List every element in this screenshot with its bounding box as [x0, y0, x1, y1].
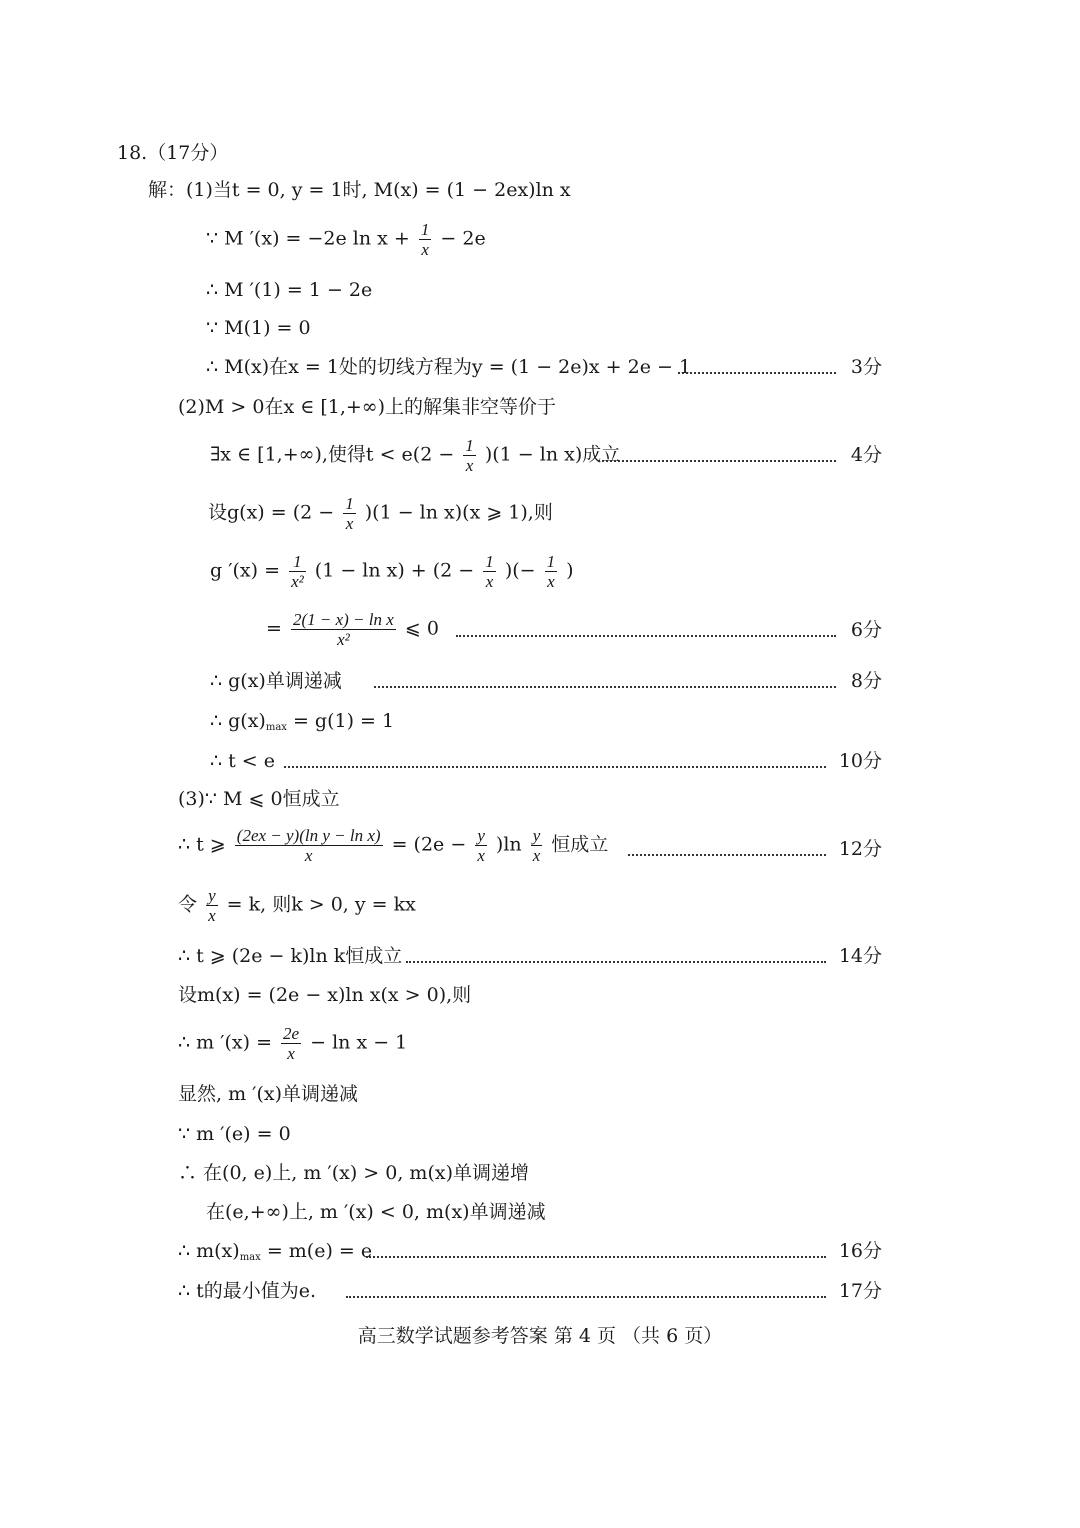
- fraction-denominator: x: [547, 572, 555, 591]
- fraction-1-over-x: [545, 552, 558, 591]
- leader-dots: [366, 1256, 826, 1258]
- part3-decreasing: 在(e,+∞)上, m ′(x) < 0, m(x)单调递减: [206, 1201, 546, 1223]
- score-17: 17分: [838, 1280, 882, 1302]
- fraction-inequality: [235, 826, 383, 865]
- part2-g-prime-mid2: )(−: [504, 559, 536, 582]
- part3-ineq-prefix: ∴ t ⩾: [178, 833, 226, 856]
- part1-m-1: ∵ M(1) = 0: [206, 317, 311, 339]
- fraction-denominator: x: [532, 846, 541, 865]
- part2-intro: (2)M > 0在x ∈ [1,+∞)上的解集非空等价于: [178, 396, 557, 418]
- score-8: 8分: [850, 670, 882, 692]
- fraction-numerator: 2(1 − x) − ln x: [292, 610, 394, 629]
- fraction-denominator: x: [304, 846, 313, 865]
- fraction-numerator: y: [477, 826, 485, 845]
- part3-m-max: [178, 1238, 372, 1271]
- part2-eq-suffix: ⩽ 0: [404, 617, 439, 640]
- part2-g-definition: [208, 494, 553, 533]
- score-14: 14分: [838, 945, 882, 967]
- leader-dots: [678, 372, 836, 374]
- part1-intro: 解：(1)当t = 0, y = 1时, M(x) = (1 − 2ex)ln x: [148, 179, 571, 201]
- part3-ineq-mid: = (2e −: [391, 833, 467, 856]
- part1-m-prime-1: ∴ M ′(1) = 1 − 2e: [206, 279, 373, 301]
- part2-g-def-suffix: )(1 − ln x)(x ⩾ 1),则: [364, 501, 553, 524]
- part3-m-prime: [178, 1024, 407, 1063]
- score-16: 16分: [838, 1240, 882, 1262]
- fraction-denominator: x²: [291, 572, 304, 591]
- fraction-simplified-derivative: [291, 610, 396, 649]
- fraction-numerator: 1: [465, 436, 474, 455]
- part2-g-prime: [210, 552, 574, 591]
- part3-let-k: [178, 886, 416, 925]
- fraction-numerator: y: [532, 826, 541, 845]
- part2-g-prime-mid: (1 − ln x) + (2 −: [314, 559, 475, 582]
- fraction-denominator: x: [345, 514, 354, 533]
- part3-m-definition: 设m(x) = (2e − x)ln x(x > 0),则: [178, 984, 472, 1006]
- fraction-denominator: x²: [337, 630, 350, 649]
- leader-dots: [284, 766, 826, 768]
- leader-dots: [374, 686, 836, 688]
- fraction-1-over-x: [463, 436, 476, 475]
- part3-ineq-mid2: )ln: [495, 833, 522, 856]
- part1-tangent-line: ∴ M(x)在x = 1处的切线方程为y = (1 − 2e)x + 2e − 1: [206, 356, 692, 378]
- max-subscript: max: [239, 1252, 261, 1263]
- part2-exists-prefix: ∃x ∈ [1,+∞),使得t < e(2 −: [210, 443, 455, 466]
- fraction-2e-over-x: [281, 1024, 301, 1063]
- part1-derivative-suffix: − 2e: [440, 227, 486, 250]
- score-10: 10分: [838, 750, 882, 772]
- leader-dots: [628, 854, 826, 856]
- part2-t-less-e: ∴ t < e: [210, 750, 276, 772]
- part3-let-suffix: = k, 则k > 0, y = kx: [226, 893, 416, 916]
- fraction-1-over-x: [483, 552, 496, 591]
- score-6: 6分: [850, 619, 882, 641]
- leader-dots: [406, 961, 826, 963]
- part2-g-prime-prefix: g ′(x) =: [210, 559, 281, 582]
- part3-t-k: ∴ t ⩾ (2e − k)ln k恒成立: [178, 945, 403, 967]
- fraction-denominator: x: [421, 240, 429, 259]
- part3-obvious: 显然, m ′(x)单调递减: [178, 1083, 358, 1105]
- part3-m-max-suffix: = m(e) = e: [260, 1240, 373, 1262]
- leader-dots: [346, 1296, 826, 1298]
- part3-m-prime-e: ∵ m ′(e) = 0: [178, 1123, 291, 1145]
- fraction-1-over-x: [343, 494, 356, 533]
- part2-g-prime-end: ): [566, 559, 574, 582]
- part2-simplified: [266, 610, 439, 649]
- fraction-y-over-x: [531, 826, 543, 865]
- fraction-numerator: 1: [546, 552, 556, 571]
- leader-dots: [598, 460, 836, 462]
- fraction-numerator: 2e: [283, 1024, 300, 1043]
- fraction-y-over-x: [475, 826, 487, 865]
- part2-g-max: [210, 708, 394, 741]
- fraction-y-over-x: [206, 886, 218, 925]
- problem-header: 18.（17分）: [117, 142, 229, 164]
- fraction-numerator: 1: [345, 494, 354, 513]
- part3-m-prime-prefix: ∴ m ′(x) =: [178, 1031, 272, 1054]
- part2-g-max-prefix: ∴ g(x): [210, 710, 266, 732]
- fraction-1-over-x: [419, 220, 432, 259]
- score-12: 12分: [838, 838, 882, 860]
- max-subscript: max: [265, 722, 287, 733]
- part3-let-prefix: 令: [178, 893, 198, 916]
- fraction-denominator: x: [208, 906, 216, 925]
- part1-derivative-prefix: ∵ M ′(x) = −2e ln x +: [206, 227, 410, 250]
- part3-ineq-suffix: 恒成立: [551, 833, 609, 856]
- part1-derivative: [206, 220, 486, 259]
- page-footer: 高三数学试题参考答案 第 4 页 （共 6 页）: [357, 1325, 723, 1347]
- score-4: 4分: [850, 444, 882, 466]
- part3-final: ∴ t的最小值为e.: [178, 1280, 317, 1302]
- fraction-numerator: (2ex − y)(ln y − ln x): [236, 826, 381, 845]
- part2-exists: [210, 436, 620, 475]
- score-3: 3分: [850, 356, 882, 378]
- part3-inequality: [178, 826, 608, 865]
- part3-increasing: ∴ 在(0, e)上, m ′(x) > 0, m(x)单调递增: [178, 1162, 529, 1184]
- fraction-denominator: x: [477, 846, 485, 865]
- part3-intro: (3)∵ M ⩽ 0恒成立: [178, 788, 340, 810]
- fraction-numerator: y: [208, 886, 216, 905]
- part2-monotonic: ∴ g(x)单调递减: [210, 670, 342, 692]
- part2-exists-suffix: )(1 − ln x)成立: [484, 443, 621, 466]
- part2-g-def-prefix: 设g(x) = (2 −: [208, 501, 335, 524]
- part2-eq-prefix: =: [266, 617, 282, 640]
- fraction-numerator: 1: [289, 552, 306, 572]
- leader-dots: [456, 635, 836, 637]
- fraction-1-over-x-squared: [289, 552, 306, 591]
- fraction-denominator: x: [287, 1044, 295, 1063]
- part2-g-max-suffix: = g(1) = 1: [286, 710, 395, 732]
- part3-m-prime-suffix: − ln x − 1: [310, 1031, 408, 1054]
- fraction-denominator: x: [485, 572, 494, 591]
- fraction-numerator: 1: [485, 552, 494, 571]
- fraction-denominator: x: [465, 456, 474, 475]
- part3-m-max-prefix: ∴ m(x): [178, 1240, 240, 1262]
- fraction-numerator: 1: [420, 220, 430, 239]
